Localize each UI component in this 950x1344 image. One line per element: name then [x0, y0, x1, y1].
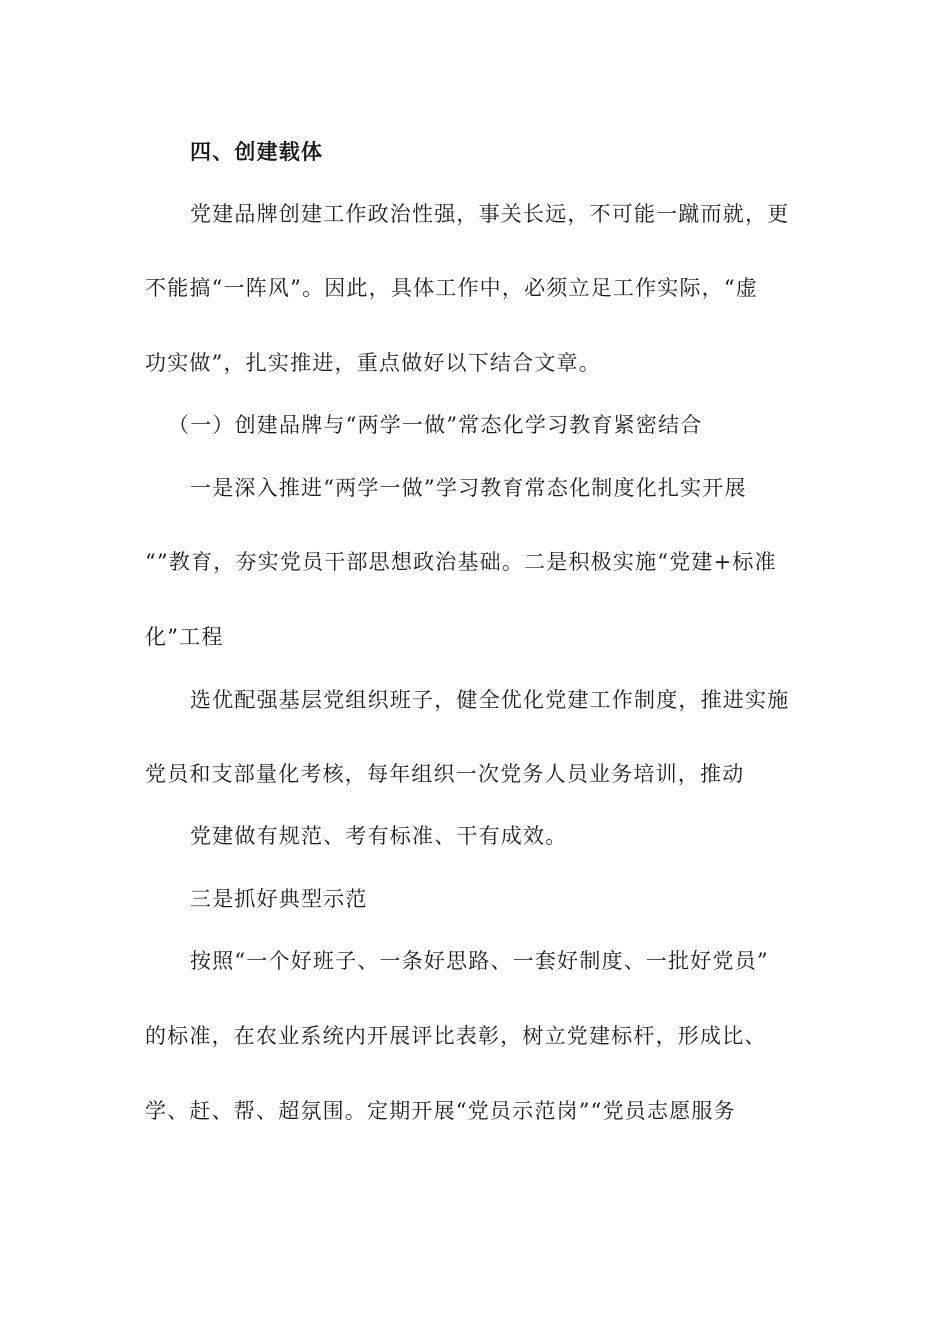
paragraph-line: 的标准，在农业系统内开展评比表彰，树立党建标杆，形成比、: [145, 1024, 767, 1048]
paragraph-line: 不能搞“一阵风”。因此，具体工作中，必须立足工作实际，“虚: [145, 276, 759, 300]
paragraph-line: 三是抓好典型示范: [190, 887, 368, 911]
paragraph-line: 党员和支部量化考核，每年组织一次党务人员业务培训，推动: [145, 762, 745, 786]
subsection-heading: （一）创建品牌与“两学一做”常态化学习教育紧密结合: [168, 413, 703, 437]
paragraph-line: “”教育，夯实党员干部思想政治基础。二是积极实施“党建+标准: [145, 550, 777, 574]
paragraph-line: 按照“一个好班子、一条好思路、一套好制度、一批好党员”: [190, 949, 769, 973]
paragraph-line: 选优配强基层党组织班子，健全优化党建工作制度，推进实施: [190, 688, 790, 712]
paragraph-line: 一是深入推进“两学一做”学习教育常态化制度化扎实开展: [190, 476, 747, 500]
paragraph-line: 学、赶、帮、超氛围。定期开展“党员示范岗”“党员志愿服务: [145, 1099, 736, 1123]
paragraph-line: 党建品牌创建工作政治性强，事关长远，不可能一蹴而就，更: [190, 202, 790, 226]
paragraph-line: 党建做有规范、考有标准、干有成效。: [190, 824, 568, 848]
paragraph-line: 化”工程: [145, 625, 224, 649]
section-heading: 四、创建载体: [190, 139, 324, 164]
paragraph-line: 功实做”，扎实推进，重点做好以下结合文章。: [145, 351, 601, 375]
